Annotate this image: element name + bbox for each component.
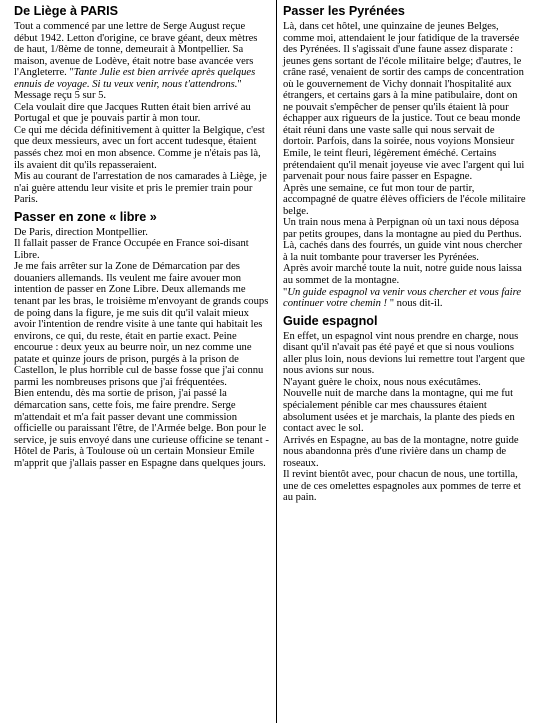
quoted-message: Tante Julie est bien arrivée après quelques ennuis de voyage. Si tu veux venir, nous t'attendrons. [14, 67, 256, 90]
paragraph: En effet, un espagnol vint nous prendre en charge, nous disant qu'il n'avait pas été payé et que si nous voulions aller plus loin, nous devions lui remettre tout l'argent que nous avions sur nous. [283, 330, 525, 377]
paragraph: Je me fais arrêter sur la Zone de Démarcation par des douaniers allemands. Ils veulent me faire avouer mon intention de passer en Zone Libre. Deux allemands me tenant par les bras, le troisième m'envoyant de grands coups de poing dans la figure, je me suis dit qu'il valait mieux avoir l'intention de rendre visite à une tante qui habitait les environs, ce qui, du reste, était en partie exact. Peine encourue : deux yeux au beurre noir, un nez comme une patate et quinze jours de prison, purgés à la prison de Castellon, le plus horrible cul de basse fosse que j'ai connu parmi les nombreuses prisons que j'ai fréquentées. [14, 261, 269, 388]
paragraph: De Paris, direction Montpellier. [14, 226, 148, 238]
left-column [14, 4, 269, 469]
paragraph-text: Tout a commencé par une lettre de Serge August reçue début 1942. Letton d'origine, ce brave géant, deux mètres de haut, 1/8ème de tonne, demeurait à Montpellier. Sa maison, avenue de Lodève, était notre base avancée vers l'Angleterre. " [14, 21, 258, 79]
paragraph: Après une semaine, ce fut mon tour de partir, accompagné de quatre élèves officiers de l'école militaire belge. [283, 182, 526, 217]
paragraph: Mis au courant de l'arrestation de nos camarades à Liège, je n'ai guère attendu leur visite et pris le premier train pour Paris. [14, 171, 267, 206]
paragraph: Cela voulait dire que Jacques Rutten était bien arrivé au Portugal et que je pouvais partir à mon tour. [14, 101, 251, 125]
paragraph: Là, dans cet hôtel, une quinzaine de jeunes Belges, comme moi, attendaient le jour fatidique de la traversée des Pyrénées. Il s'agissait d'une faune assez disparate : jeunes gens sortant de l'école militaire belge; d'autres, le crâne rasé, venaient de sortir des camps de concentration où le gouvernement de Vichy donnait l'hospitalité aux étrangers, et certains gars à la mine patibulaire, dont on ne pouvait s'empêcher de penser qu'ils étaient là pour échapper aux rigueurs de la justice. Tout ce beau monde était réuni dans une vaste salle qui nous servait de dortoir. Parfois, dans la soirée, nous voyions Monsieur Emile, le teint fleuri, légèrement éméché. Certains prétendaient qu'il menait joyeuse vie avec l'argent qui lui parvenait pour nous faire passer en Espagne. [283, 21, 525, 183]
paragraph: Un train nous mena à Perpignan où un taxi nous déposa par petits groupes, dans la montagne au pied du Perthus. Là, cachés dans des fourrés, un guide vint nous chercher à la nuit tombante pour traverser les Pyrénées. [283, 217, 523, 263]
paragraph: N'ayant guère le choix, nous nous exécutâmes. [283, 376, 481, 388]
heading-guide-espagnol: Guide espagnol [283, 313, 378, 328]
right-column [283, 4, 527, 504]
paragraph-text: " Message reçu 5 sur 5. [14, 78, 242, 102]
heading-passer-en-zone-libre: Passer en zone « libre » [14, 209, 157, 224]
quoted-speech: Un guide espagnol va venir vous chercher et vous faire continuer votre chemin ! [283, 286, 522, 310]
heading-de-liege-a-paris: De Liège à PARIS [14, 4, 119, 18]
paragraph: Arrivés en Espagne, au bas de la montagne, notre guide nous abandonna près d'une rivière dans un champ de roseaux. [283, 434, 519, 469]
paragraph: Après avoir marché toute la nuit, notre guide nous laissa au sommet de la montagne. [283, 263, 522, 287]
paragraph: Il fallait passer de France Occupée en France soi-disant Libre. [14, 238, 249, 261]
paragraph-text: " [283, 286, 288, 298]
paragraph [14, 21, 269, 102]
paragraph-text: " nous dit-il. [387, 298, 443, 310]
paragraph: Ce qui me décida définitivement à quitter la Belgique, c'est que deux messieurs, avec un fort accent tudesque, étaient passés chez moi en mon absence. Comme je n'étais pas là, ils avaient dit qu'ils repasseraient. [14, 124, 265, 171]
paragraph: Nouvelle nuit de marche dans la montagne, qui me fut spécialement pénible car mes chaussures étaient absolument usées et je marchais, la plante des pieds en contact avec le sol. [283, 388, 515, 435]
paragraph: Bien entendu, dès ma sortie de prison, j'ai passé la démarcation sans, cette fois, me faire prendre. Serge m'attendait et m'a fait passer devant une commission officielle ou paraissant l'être, de l'Armée belge. Bon pour le service, je suis envoyé dans une curieuse officine se tenant - Hôtel de Paris, à Toulouse où un certain Monsieur Emile m'apprit que j'allais passer en Espagne dans quelques jours. [14, 388, 269, 469]
paragraph [283, 287, 527, 310]
heading-passer-les-pyrenees: Passer les Pyrénées [283, 4, 405, 18]
paragraph: Il revint bientôt avec, pour chacun de nous, une tortilla, une de ces omelettes espagnoles aux pommes de terre et au pain. [283, 469, 521, 504]
column-divider [276, 0, 277, 723]
